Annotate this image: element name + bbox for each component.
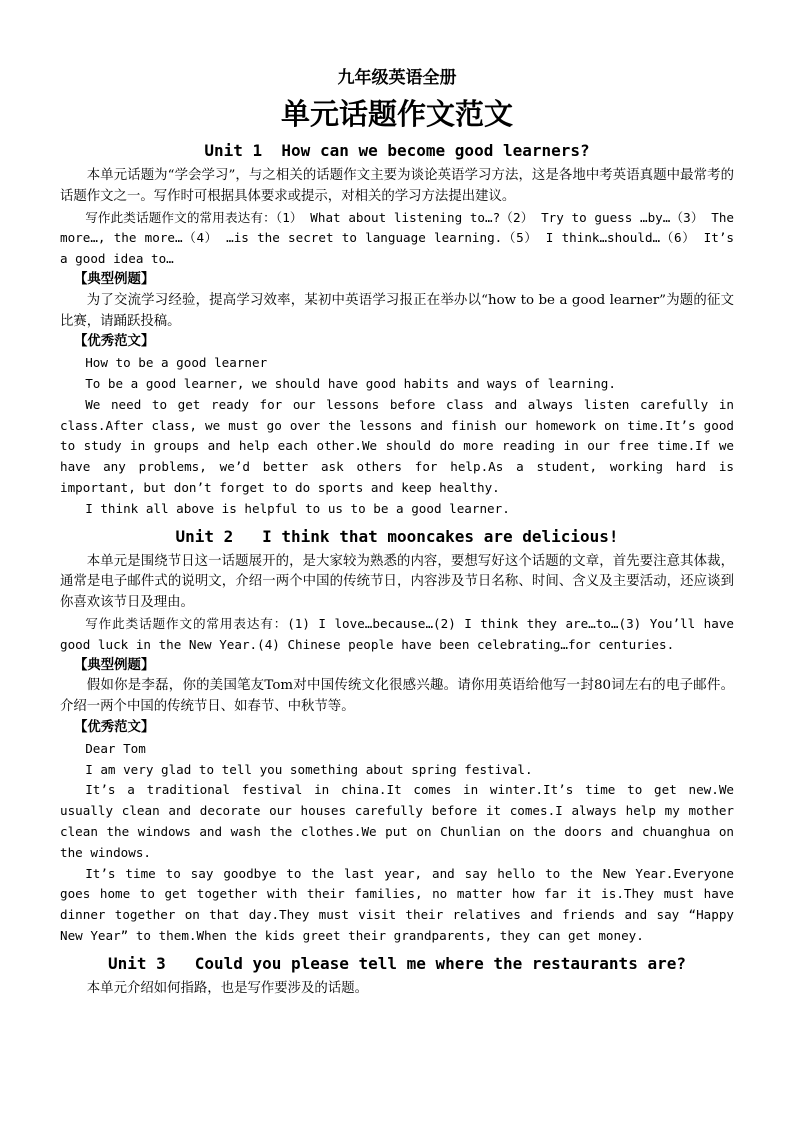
unit-3-section xyxy=(60,953,734,1000)
unit-1-essay-paragraph: To be a good learner, we should have good habits and ways of learning. xyxy=(85,375,616,391)
unit-1-essay-paragraph: We need to get ready for our lessons before class and always listen carefully in class.After class, we must go over the lessons and finish our homework on time.It’s good to study in groups and help each other.We should do more reading in our free time.If we have any problems, we’d better ask others for help.As a student, working hard is important, but don’t forget to do sports and keep healthy. xyxy=(60,396,734,495)
unit-2-essay-salutation: Dear Tom xyxy=(85,740,146,756)
unit-2-title: Unit 2 I think that mooncakes are delicious! xyxy=(175,526,619,546)
unit-2-model-label: 【优秀范文】 xyxy=(74,719,155,735)
unit-1-example: 为了交流学习经验，提高学习效率，某初中英语学习报正在举办以“how to be a good learner”为题的征文比赛，请踊跃投稿。 xyxy=(60,292,734,329)
unit-2-essay-paragraph: It’s a traditional festival in china.It comes in winter.It’s time to get new.We usually clean and decorate our houses carefully before it comes.I always help my mother clean the windows and wash the clothes.We put on Chunlian on the doors and chuanghua on the windows. xyxy=(60,782,734,860)
document-title: 单元话题作文范文 xyxy=(280,97,513,131)
unit-1-essay-title: How to be a good learner xyxy=(85,355,268,371)
unit-2-example: 假如你是李磊，你的美国笔友Tom对中国传统文化很感兴趣。请你用英语给他写一封80词左右的电子邮件。介绍一两个中国的传统节日、如春节、中秋节等。 xyxy=(60,678,734,715)
unit-1-section xyxy=(60,140,734,520)
document-page xyxy=(60,66,734,999)
unit-2-example-label: 【典型例题】 xyxy=(74,657,155,673)
unit-3-intro: 本单元介绍如何指路，也是写作要涉及的话题。 xyxy=(86,980,368,996)
unit-2-intro: 本单元是围绕节日这一话题展开的，是大家较为熟悉的内容，要想写好这个话题的文章，首先要注意其体裁，通常是电子邮件式的说明文，介绍一两个中国的传统节日，内容涉及节日名称、时间、含义及主要活动，还应谈到你喜欢该节日及理由。 xyxy=(60,553,734,611)
unit-2-expressions: 写作此类话题作文的常用表达有：(1) I love…because…(2) I think they are…to…(3) You’ll have good luck in the New Year.(4) Chinese people have been celebrating…for centuries. xyxy=(60,615,734,652)
unit-1-title: Unit 1 How can we become good learners? xyxy=(204,141,590,160)
unit-2-essay-paragraph: I am very glad to tell you something about spring festival. xyxy=(85,761,533,777)
unit-1-model-label: 【优秀范文】 xyxy=(74,334,155,350)
unit-1-example-label: 【典型例题】 xyxy=(74,271,155,287)
unit-2-section xyxy=(60,526,734,947)
grade-heading: 九年级英语全册 xyxy=(337,68,457,88)
unit-1-intro: 本单元话题为“学会学习”，与之相关的话题作文主要为谈论英语学习方法，这是各地中考英语真题中最常考的话题作文之一。写作时可根据具体要求或提示，对相关的学习方法提出建议。 xyxy=(60,168,734,204)
unit-1-expressions: 写作此类话题作文的常用表达有：（1） What about listening to…?（2） Try to guess …by…（3） The more…, the more…（4） …is the secret to language learning.（5） I think…should…（6） It’s a good idea to… xyxy=(60,209,734,267)
unit-2-essay-paragraph: It’s time to say goodbye to the last year, and say hello to the New Year.Everyone goes home to get together with their families, no matter how far it is.They must have dinner together on that day.They must visit their relatives and friends and say “Happy New Year” to them.When the kids greet their grandparents, they can get money. xyxy=(60,865,734,943)
unit-3-title: Unit 3 Could you please tell me where the restaurants are? xyxy=(108,953,686,973)
unit-1-essay-paragraph: I think all above is helpful to us to be a good learner. xyxy=(85,500,510,516)
